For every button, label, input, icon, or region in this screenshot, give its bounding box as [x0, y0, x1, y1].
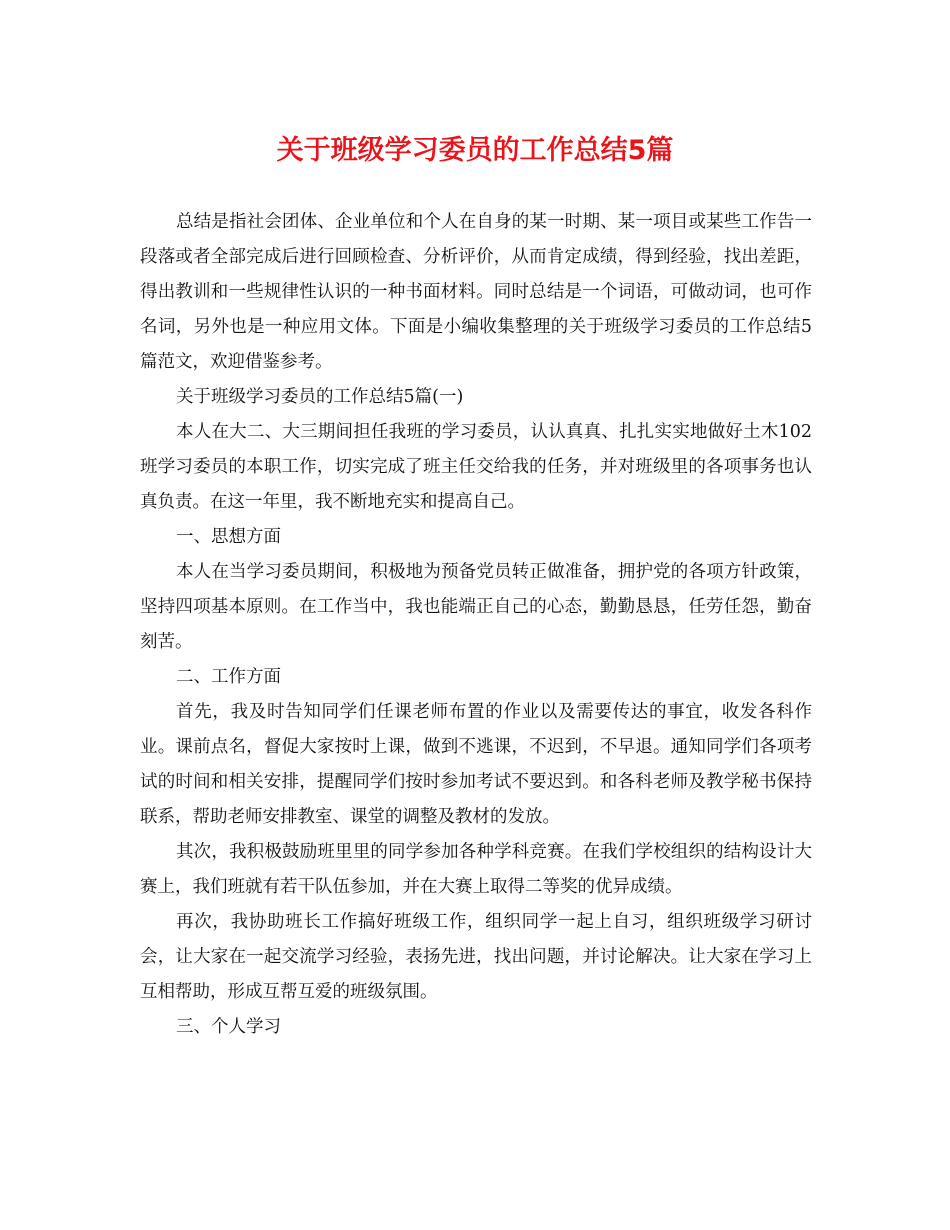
work-paragraph-second: 其次，我积极鼓励班里里的同学参加各种学科竞赛。在我们学校组织的结构设计大赛上，我们班就有若干队伍参加，并在大赛上取得二等奖的优异成绩。 [140, 842, 812, 897]
document-title: 关于班级学习委员的工作总结5篇 [276, 135, 674, 166]
work-paragraph-third: 再次，我协助班长工作搞好班级工作，组织同学一起上自习，组织班级学习研讨会，让大家在一起交流学习经验，表扬先进，找出问题，并讨论解决。让大家在学习上互相帮助，形成互帮互爱的班级氛围。 [140, 912, 812, 1002]
section-heading-work: 二、工作方面 [176, 667, 281, 687]
work-paragraph-first: 首先，我及时告知同学们任课老师布置的作业以及需要传达的事宜，收发各科作业。课前点名，督促大家按时上课，做到不逃课，不迟到，不早退。通知同学们各项考试的时间和相关安排，提醒同学们按时参加考试不要迟到。和各科老师及教学秘书保持联系，帮助老师安排教室、课堂的调整及教材的发放。 [140, 702, 812, 827]
intro-paragraph: 总结是指社会团体、企业单位和个人在自身的某一时期、某一项目或某些工作告一段落或者全部完成后进行回顾检查、分析评价，从而肯定成绩，得到经验，找出差距，得出教训和一些规律性认识的一种书面材料。同时总结是一个词语，可做动词，也可作名词，另外也是一种应用文体。下面是小编收集整理的关于班级学习委员的工作总结5篇范文，欢迎借鉴参考。 [140, 212, 812, 372]
article-subtitle: 关于班级学习委员的工作总结5篇(一) [176, 387, 464, 407]
opening-paragraph: 本人在大二、大三期间担任我班的学习委员，认认真真、扎扎实实地做好土木102班学习委员的本职工作，切实完成了班主任交给我的任务，并对班级里的各项事务也认真负责。在这一年里，我不断地充实和提高自己。 [140, 422, 812, 512]
document-body [140, 205, 812, 1045]
section-heading-thought: 一、思想方面 [176, 527, 281, 547]
section-heading-study: 三、个人学习 [176, 1017, 281, 1037]
thought-paragraph: 本人在当学习委员期间，积极地为预备党员转正做准备，拥护党的各项方针政策，坚持四项基本原则。在工作当中，我也能端正自己的心态，勤勤恳恳，任劳任怨，勤奋刻苦。 [140, 562, 812, 652]
